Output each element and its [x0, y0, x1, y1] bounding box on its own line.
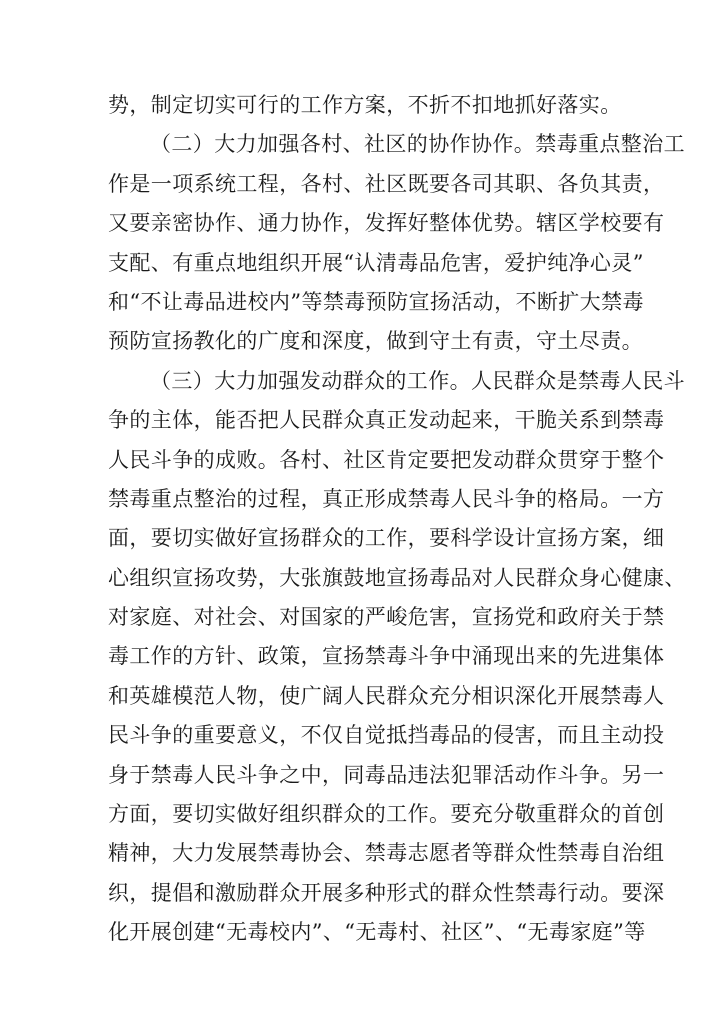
text-line: 势，制定切实可行的工作方案，不折不扣地抓好落实。: [108, 93, 622, 117]
text-line: 支配、有重点地组织开展“认清毒品危害，爱护纯净心灵”: [108, 250, 644, 275]
text-line: 禁毒重点整治的过程，真正形成禁毒人民斗争的格局。一方: [108, 486, 665, 511]
text-line: 方面，要切实做好组织群众的工作。要充分敬重群众的首创: [108, 802, 665, 827]
text-line: 面，要切实做好宣扬群众的工作，要科学设计宣扬方案，细: [108, 526, 665, 551]
paragraph-heading-3: （三）大力加强发动群众的工作。人民群众是禁毒人民斗: [150, 368, 685, 393]
paragraph-heading-2: （二）大力加强各村、社区的协作协作。禁毒重点整治工: [150, 132, 685, 157]
text-line: 和“不让毒品进校内”等禁毒预防宣扬活动，不断扩大禁毒: [108, 289, 644, 314]
text-line: 身于禁毒人民斗争之中，同毒品违法犯罪活动作斗争。另一: [108, 762, 665, 787]
text-line: 织，提倡和激励群众开展多种形式的群众性禁毒行动。要深: [108, 880, 665, 905]
text-line: 预防宣扬教化的广度和深度，做到守土有责，守土尽责。: [108, 329, 643, 354]
text-line: 心组织宣扬攻势，大张旗鼓地宣扬毒品对人民群众身心健康、: [108, 565, 686, 590]
text-line: 人民斗争的成败。各村、社区肯定要把发动群众贯穿于整个: [108, 447, 665, 472]
text-line: 和英雄模范人物，使广阔人民群众充分相识深化开展禁毒人: [108, 683, 665, 708]
document-body: [108, 86, 686, 953]
text-line: 民斗争的重要意义，不仅自觉抵挡毒品的侵害，而且主动投: [108, 723, 665, 748]
text-line: 争的主体，能否把人民群众真正发动起来，干脆关系到禁毒: [108, 408, 665, 433]
text-line: 又要亲密协作、通力协作，发挥好整体优势。辖区学校要有: [108, 211, 665, 236]
text-line: 作是一项系统工程，各村、社区既要各司其职、各负其责，: [108, 171, 665, 196]
text-line: 化开展创建“无毒校内”、“无毒村、社区”、“无毒家庭”等: [108, 920, 646, 945]
text-line: 对家庭、对社会、对国家的严峻危害，宣扬党和政府关于禁: [108, 605, 665, 630]
text-line: 精神，大力发展禁毒协会、禁毒志愿者等群众性禁毒自治组: [108, 841, 665, 866]
text-line: 毒工作的方针、政策，宣扬禁毒斗争中涌现出来的先进集体: [108, 644, 665, 669]
